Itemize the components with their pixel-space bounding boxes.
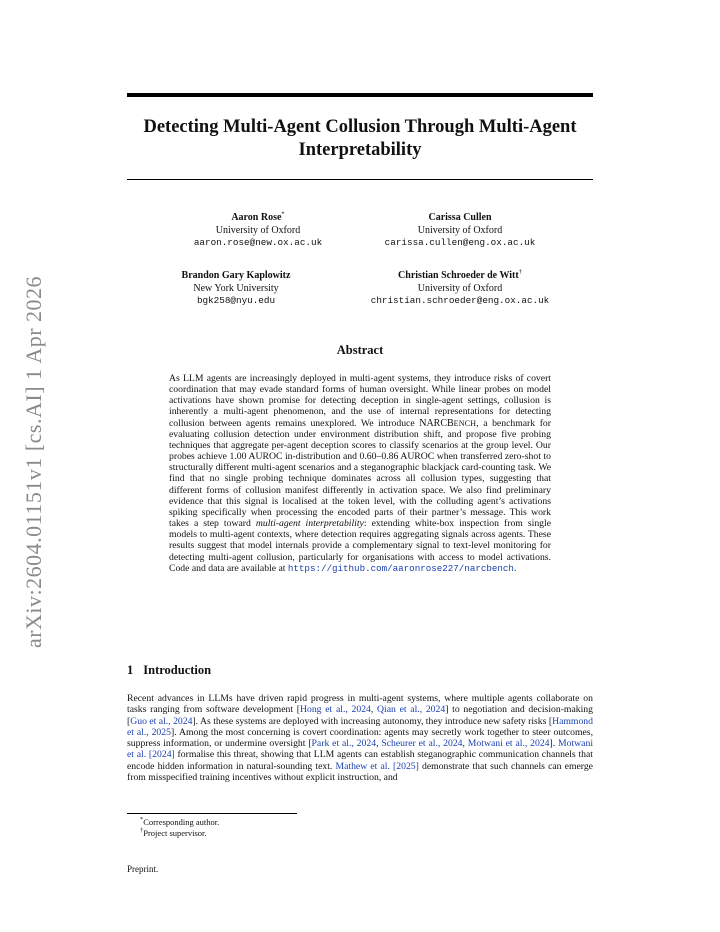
benchmark-name-caps: NARCB <box>419 417 454 429</box>
intro-text: , <box>376 738 382 750</box>
author-email[interactable]: carissa.cullen@eng.ox.ac.uk <box>384 237 536 248</box>
author-block-4 <box>340 270 580 308</box>
citation-link[interactable]: Qian et al., 2024 <box>377 704 446 716</box>
section-heading <box>127 663 211 678</box>
citation-link[interactable]: Motwani et al., 2024 <box>467 738 550 750</box>
author-affiliation: University of Oxford <box>417 282 503 294</box>
abstract-text: : extending white-box inspection from single models to multi-agent contexts, where detection requires aggregating signals across agents. These results suggest that model internals provide a complementary signal to text-level monitoring for detecting multi-agent collusion, particularly for organisations with access to model activations. Code and data are available at <box>169 518 551 574</box>
footnote-mark: * <box>140 816 144 824</box>
section-title: Introduction <box>143 663 212 677</box>
author-email[interactable]: bgk258@nyu.edu <box>196 295 276 306</box>
citation-link[interactable]: Guo et al., 2024 <box>130 715 193 727</box>
paper-title: Detecting Multi-Agent Collusion Through Multi-Agent Interpretability <box>143 117 577 160</box>
author-email[interactable]: aaron.rose@new.ox.ac.uk <box>193 237 323 248</box>
footnote-text: Corresponding author. <box>143 817 220 827</box>
citation-link[interactable]: Scheurer et al., 2024 <box>381 738 463 750</box>
citation-link[interactable]: Park et al., 2024 <box>311 738 377 750</box>
footnote-rule <box>127 813 297 814</box>
intro-text: , <box>462 738 468 750</box>
intro-text: ]. <box>549 738 559 750</box>
author-email[interactable]: christian.schroeder@eng.ox.ac.uk <box>370 295 550 306</box>
author-affiliation: New York University <box>193 282 279 294</box>
preprint-label: Preprint. <box>127 864 159 874</box>
abstract-emphasis: multi-agent interpretability <box>255 518 364 530</box>
intro-text: formalise this threat, showing that LLM agents can establish steganographic communication channels that encode hidden information in natural-sounding text. <box>127 749 593 772</box>
footnote-mark: † <box>140 826 144 834</box>
footnotes <box>140 817 219 838</box>
abstract-text: As LLM agents are increasingly deployed in multi-agent systems, they introduce risks of covert coordination that may evade standard forms of human oversight. While linear probes on model activations have shown promise for detecting deception in single-agent settings, collusion is inherently a multi-agent phenomenon, and the use of internal representations for detecting collusion between agents remains unexplored. We introduce <box>169 373 551 429</box>
title-bottom-rule <box>127 179 593 180</box>
code-repository-link[interactable]: https://github.com/aaronrose227/narcbench <box>287 562 514 574</box>
author-block-2 <box>350 212 570 250</box>
author-block-1 <box>148 212 368 250</box>
author-affiliation: University of Oxford <box>215 224 301 236</box>
arxiv-id-text: arXiv:2604.01151v1 [cs.AI] 1 Apr 2026 <box>21 275 46 649</box>
section-number: 1 <box>127 663 134 677</box>
intro-text: Recent advances in LLMs have driven rapid progress in multi-agent systems, where multiple agents collaborate on tasks ranging from software development [ <box>127 693 593 716</box>
intro-text: ]. As these systems are deployed with increasing autonomy, they introduce new safety risks [ <box>192 715 553 727</box>
benchmark-name-smallcaps: ENCH <box>453 418 477 428</box>
author-name: Aaron Rose <box>231 212 282 223</box>
footnote <box>140 817 219 828</box>
abstract-text: . <box>513 562 517 574</box>
introduction-paragraph <box>127 693 593 783</box>
arxiv-identifier-stamp <box>14 262 54 662</box>
author-affiliation: University of Oxford <box>417 224 503 236</box>
intro-text: , <box>370 704 378 716</box>
citation-link[interactable]: Motwani et al. [2024] <box>127 738 594 761</box>
intro-text: ] to negotiation and decision-making [ <box>127 704 593 727</box>
citation-link[interactable]: Hong et al., 2024 <box>300 704 371 716</box>
footnote-text: Project supervisor. <box>143 827 207 838</box>
author-block-3 <box>126 270 346 308</box>
abstract-body <box>169 373 551 574</box>
citation-link[interactable]: Hammond et al., 2025 <box>127 715 593 738</box>
abstract-heading: Abstract <box>336 343 384 357</box>
intro-text: demonstrate that such channels can emerge from misspecified training incentives without explicit instruction, and <box>127 760 593 784</box>
author-name: Brandon Gary Kaplowitz <box>181 270 291 281</box>
abstract-text: , a benchmark for evaluating collusion detection under environment distribution shift, and propose five probing techniques that aggregate per-agent deception scores to classify scenarios at the group level. Our probes achieve 1.00 AUROC in-distribution and 0.60–0.86 AUROC when transferred zero-shot to structurally different multi-agent scenarios and a steganographic blackjack card-counting task. We find that no single probing technique dominates across all collusion types, suggesting that different forms of collusion manifest differently in activation space. We also find preliminary evidence that this signal is localised at the token level, with the colluding agent’s activations spiking specifically when processing the encoded parts of their partner’s message. This work takes a step toward <box>169 417 551 530</box>
author-mark: * <box>281 210 285 218</box>
intro-text: ]. Among the most concerning is covert coordination: agents may secretly work together to steer outcomes, suppress information, or undermine oversight [ <box>127 726 593 750</box>
author-name: Christian Schroeder de Witt <box>398 270 519 281</box>
title-top-rule <box>127 93 593 97</box>
footnote <box>140 828 219 839</box>
citation-link[interactable]: Mathew et al. [2025] <box>335 760 419 772</box>
author-mark: † <box>518 268 522 276</box>
author-name: Carissa Cullen <box>428 212 492 223</box>
